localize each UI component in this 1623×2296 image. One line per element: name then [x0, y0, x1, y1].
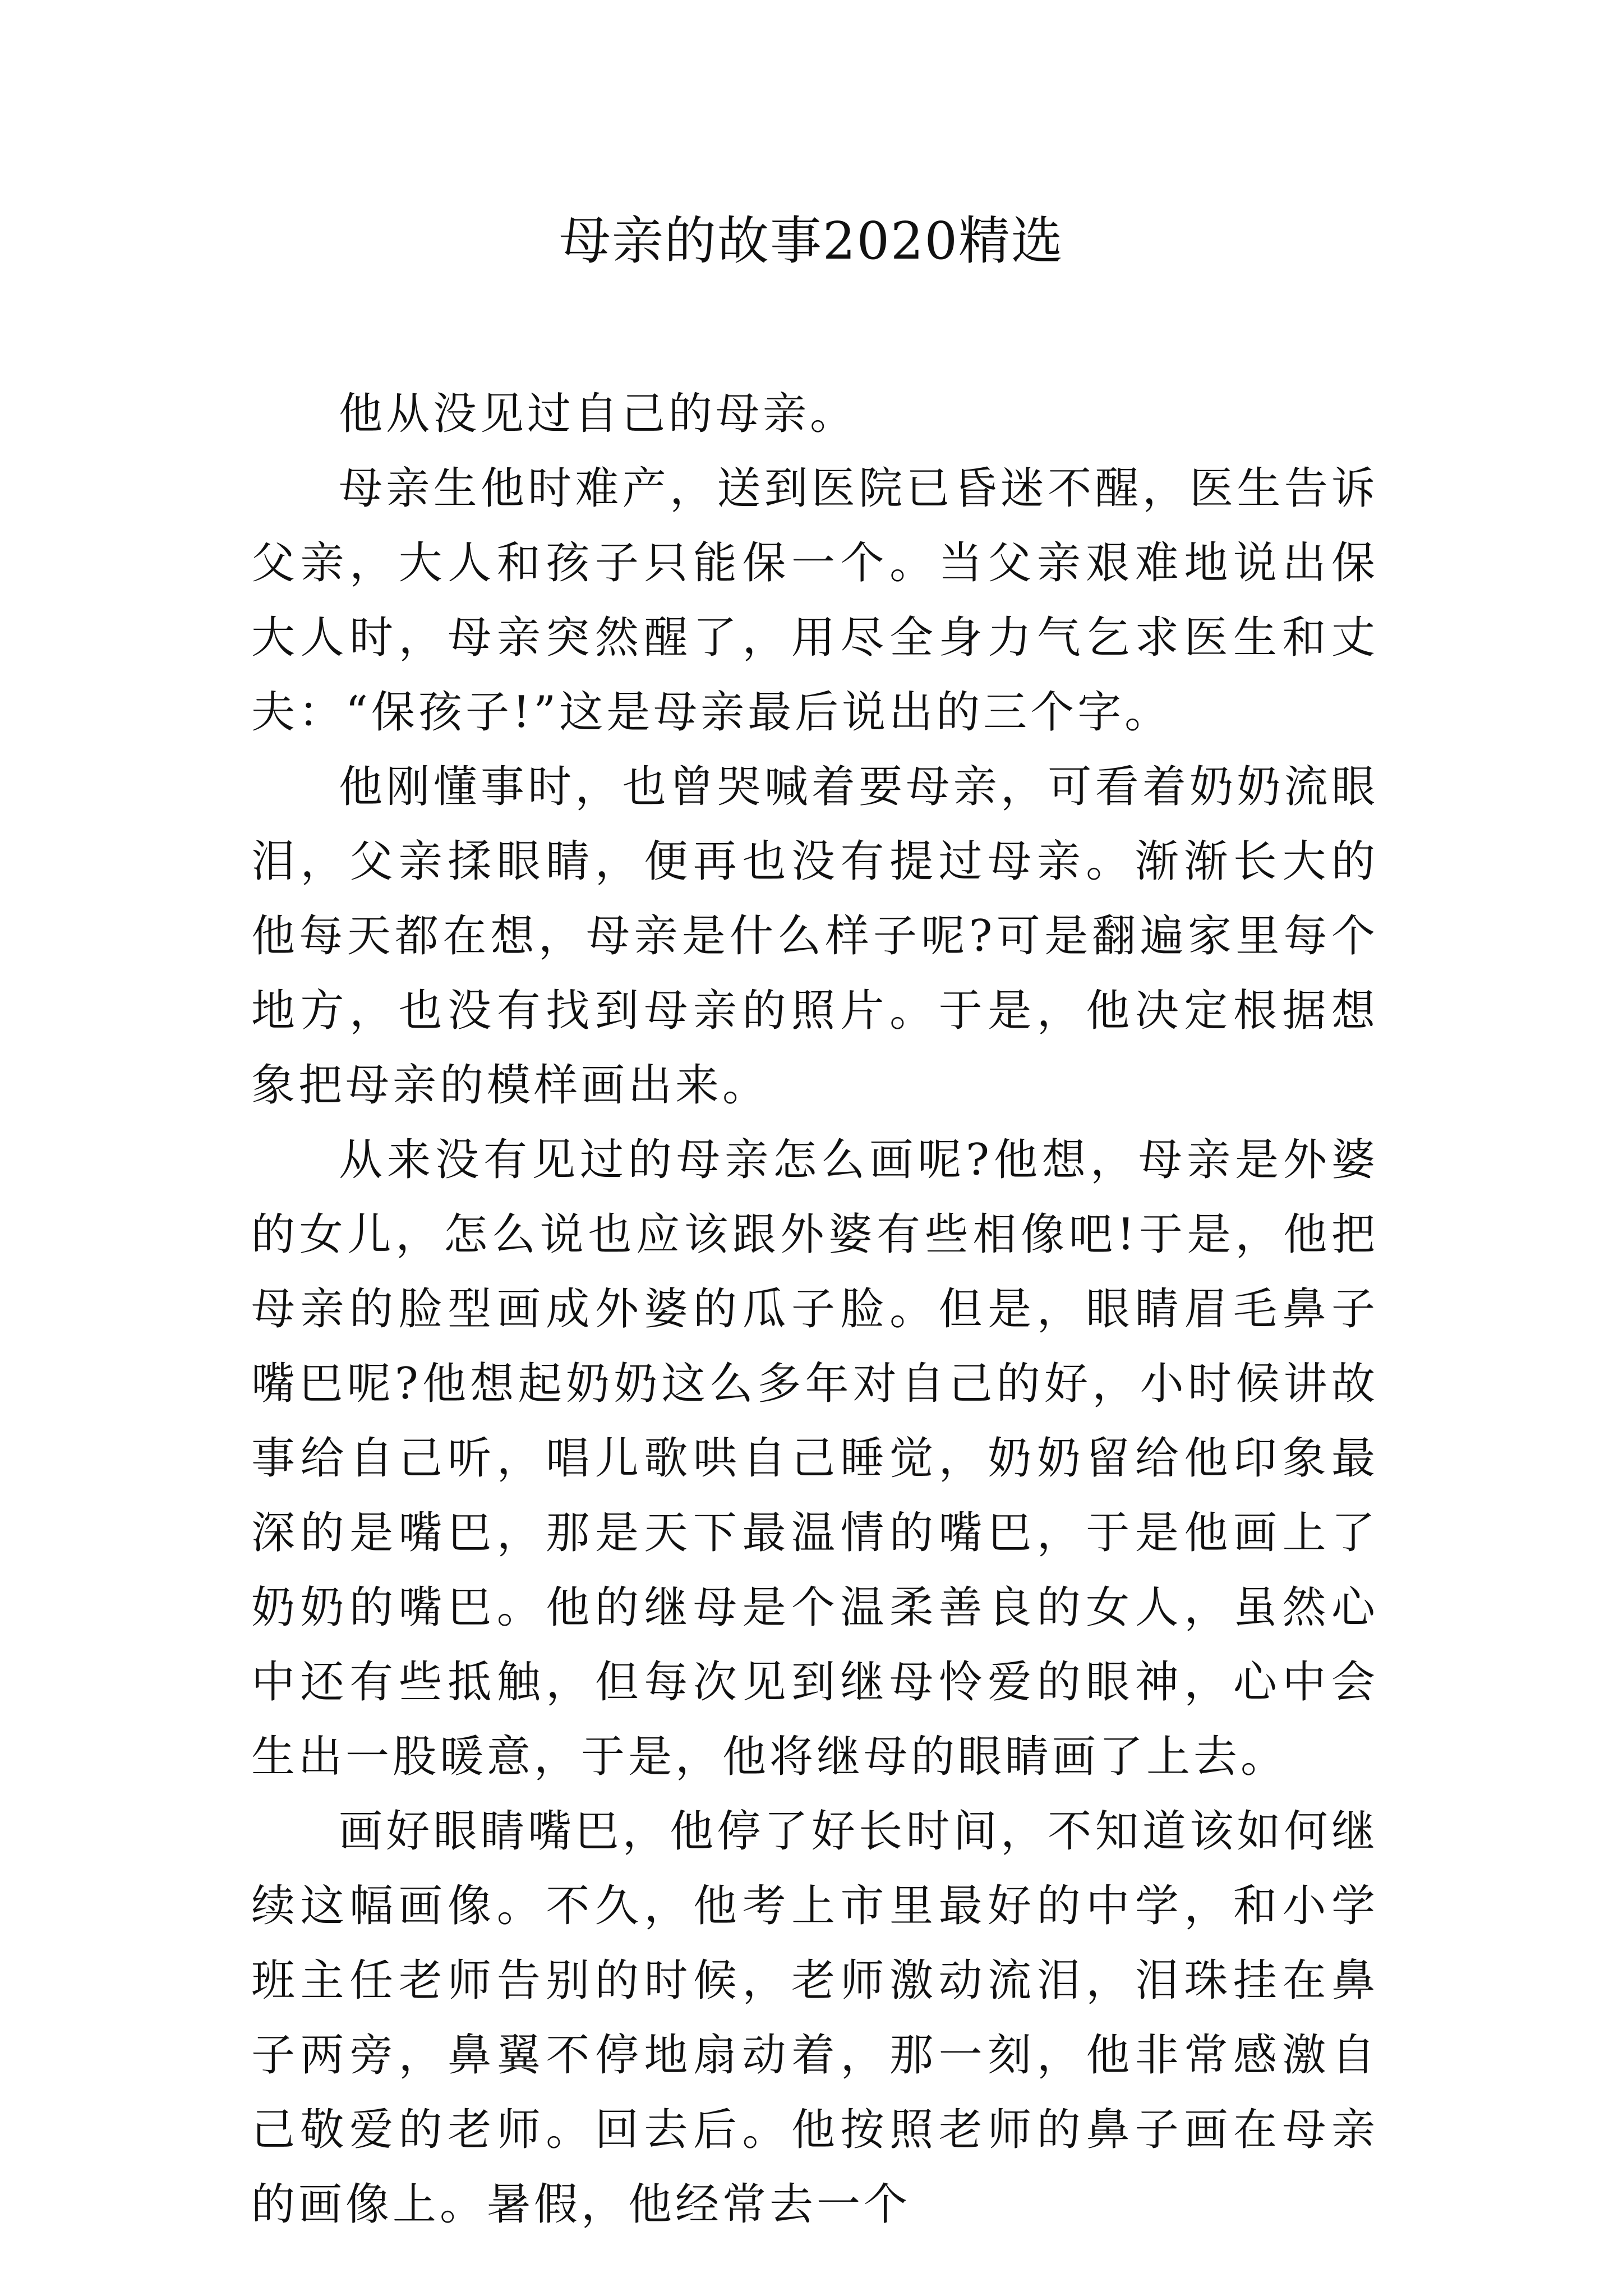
paragraph: 从来没有见过的母亲怎么画呢?他想，母亲是外婆的女儿，怎么说也应该跟外婆有些相像吧!于是，他把母亲的脸型画成外婆的瓜子脸。但是，眼睛眉毛鼻子嘴巴呢?他想起奶奶这么多年对自己的好，小时候讲故事给自己听，唱儿歌哄自己睡觉，奶奶留给他印象最深的是嘴巴，那是天下最温情的嘴巴，于是他画上了奶奶的嘴巴。他的继母是个温柔善良的女人，虽然心中还有些抵触，但每次见到继母怜爱的眼神，心中会生出一股暖意，于是，他将继母的眼睛画了上去。 — [251, 1135, 1378, 1782]
document-title: 母亲的故事2020精选 — [559, 211, 1064, 271]
paragraph: 画好眼睛嘴巴，他停了好长时间，不知道该如何继续这幅画像。不久，他考上市里最好的中学，和小学班主任老师告别的时候，老师激动流泪，泪珠挂在鼻子两旁，鼻翼不停地扇动着，那一刻，他非常感激自己敬爱的老师。回去后。他按照老师的鼻子画在母亲的画像上。暑假，他经常去一个 — [251, 1806, 1378, 2230]
paragraph: 母亲生他时难产，送到医院已昏迷不醒，医生告诉父亲，大人和孩子只能保一个。当父亲艰难地说出保大人时，母亲突然醒了，用尽全身力气乞求医生和丈夫：“保孩子!”这是母亲最后说出的三个字。 — [251, 463, 1378, 738]
document-body — [251, 377, 1378, 2242]
paragraph: 他从没见过自己的母亲。 — [339, 389, 857, 439]
paragraph: 他刚懂事时，也曾哭喊着要母亲，可看着奶奶流眼泪，父亲揉眼睛，便再也没有提过母亲。渐渐长大的他每天都在想，母亲是什么样子呢?可是翻遍家里每个地方，也没有找到母亲的照片。于是，他决定根据想象把母亲的模样画出来。 — [251, 762, 1378, 1111]
